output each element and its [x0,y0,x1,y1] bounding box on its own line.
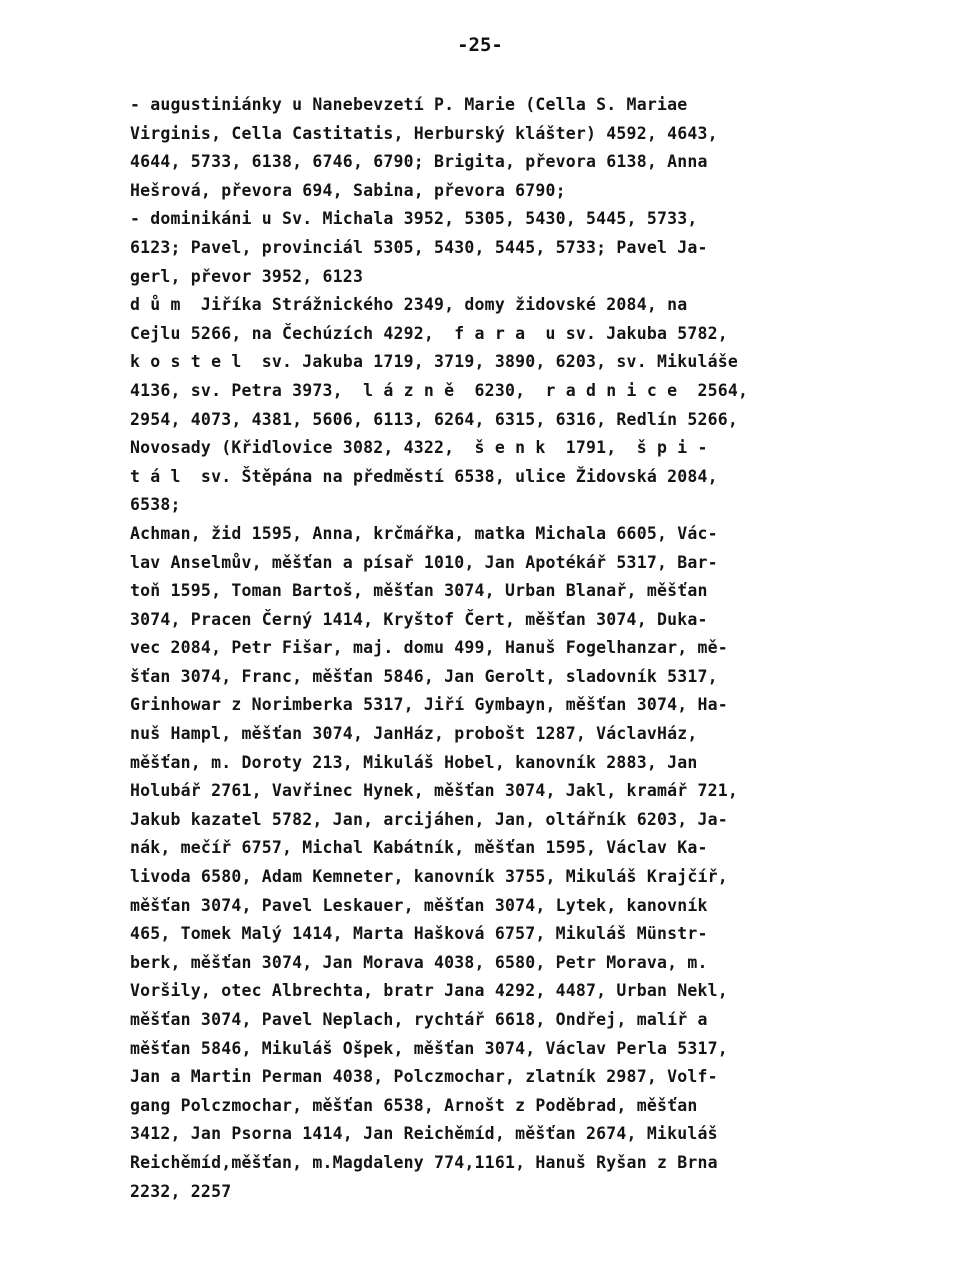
text-line: měšťan, m. Doroty 213, Mikuláš Hobel, kanovník 2883, Jan [130,752,698,772]
text-line: vec 2084, Petr Fišar, maj. domu 499, Hanuš Fogelhanzar, mě- [130,638,728,658]
text-line: Reichěmíd,měšťan, m.Magdaleny 774,1161, Hanuš Ryšan z Brna [130,1152,718,1172]
text-line: měšťan 5846, Mikuláš Ošpek, měšťan 3074, Václav Perla 5317, [130,1038,728,1058]
text-line: - dominikáni u Sv. Michala 3952, 5305, 5430, 5445, 5733, [130,209,698,229]
text-line: - augustiniánky u Nanebevzetí P. Marie (Cella S. Mariae [130,95,688,114]
text-line: gerl, převor 3952, 6123 [130,266,364,286]
text-line: Virginis, Cella Castitatis, Herburský klášter) 4592, 4643, [130,123,718,143]
index-text [130,91,890,1206]
text-line: lav Anselmův, měšťan a písař 1010, Jan Apotékář 5317, Bar- [130,552,718,572]
text-line: t á l sv. Štěpána na předměstí 6538, ulice Židovská 2084, [130,466,718,486]
text-line: Voršily, otec Albrechta, bratr Jana 4292, 4487, Urban Nekl, [130,981,728,1001]
text-line: berk, měšťan 3074, Jan Morava 4038, 6580, Petr Morava, m. [130,952,708,972]
text-line: Achman, žid 1595, Anna, krčmářka, matka Michala 6605, Vác- [130,523,718,543]
text-line: 4644, 5733, 6138, 6746, 6790; Brigita, převora 6138, Anna [130,152,708,172]
text-line: 3412, Jan Psorna 1414, Jan Reichěmíd, měšťan 2674, Mikuláš [130,1124,718,1144]
text-line: 3074, Pracen Černý 1414, Kryštof Čert, měšťan 3074, Duka- [130,609,708,629]
text-line: 2232, 2257 [130,1181,232,1201]
text-line: 6123; Pavel, provinciál 5305, 5430, 5445, 5733; Pavel Ja- [130,237,708,257]
text-line: nák, mečíř 6757, Michal Kabátník, měšťan 1595, Václav Ka- [130,838,708,858]
text-line: toň 1595, Toman Bartoš, měšťan 3074, Urban Blanař, měšťan [130,581,708,601]
text-line: 6538; [130,495,181,515]
text-line: Jakub kazatel 5782, Jan, arcijáhen, Jan, oltářník 6203, Ja- [130,809,728,829]
text-line: Cejlu 5266, na Čechúzích 4292, f a r a u sv. Jakuba 5782, [130,323,728,343]
text-line: Hešrová, převora 694, Sabina, převora 6790; [130,180,566,200]
text-line: Grinhowar z Norimberka 5317, Jiří Gymbayn, měšťan 3074, Ha- [130,695,728,715]
text-line: Jan a Martin Perman 4038, Polczmochar, zlatník 2987, Volf- [130,1067,718,1087]
text-line: livoda 6580, Adam Kemneter, kanovník 3755, Mikuláš Krajčíř, [130,867,728,887]
text-line: měšťan 3074, Pavel Neplach, rychtář 6618, Ondřej, malíř a [130,1010,708,1029]
text-line: d ů m Jiříka Strážnického 2349, domy židovské 2084, na [130,295,688,315]
text-line: k o s t e l sv. Jakuba 1719, 3719, 3890, 6203, sv. Mikuláše [130,352,739,372]
text-line: gang Polczmochar, měšťan 6538, Arnošt z Poděbrad, měšťan [130,1095,698,1115]
page-number: -25- [457,34,503,56]
text-line: 2954, 4073, 4381, 5606, 6113, 6264, 6315, 6316, Redlín 5266, [130,409,739,429]
text-line: šťan 3074, Franc, měšťan 5846, Jan Gerolt, sladovník 5317, [130,666,718,686]
text-line: měšťan 3074, Pavel Leskauer, měšťan 3074, Lytek, kanovník [130,895,708,915]
text-line: 465, Tomek Malý 1414, Marta Hašková 6757, Mikuláš Münstr- [130,924,708,944]
text-line: 4136, sv. Petra 3973, l á z n ě 6230, r a d n i c e 2564, [130,380,749,400]
text-line: nuš Hampl, měšťan 3074, JanHáz, probošt 1287, VáclavHáz, [130,724,698,744]
text-line: Novosady (Křidlovice 3082, 4322, š e n k 1791, š p i - [130,438,708,458]
text-line: Holubář 2761, Vavřinec Hynek, měšťan 3074, Jakl, kramář 721, [130,781,739,801]
